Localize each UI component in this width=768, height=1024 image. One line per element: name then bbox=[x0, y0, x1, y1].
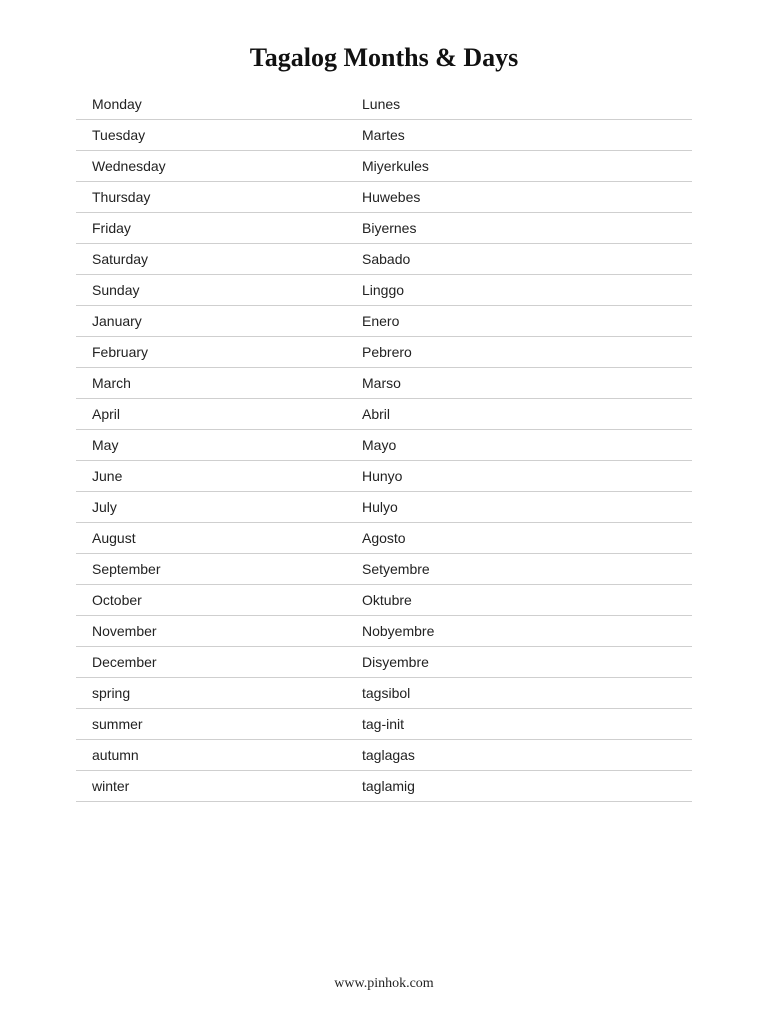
tagalog-word: Lunes bbox=[362, 89, 692, 120]
tagalog-word: Biyernes bbox=[362, 213, 692, 244]
table-row bbox=[76, 678, 692, 709]
tagalog-word: Linggo bbox=[362, 275, 692, 306]
vocabulary-table-body bbox=[76, 89, 692, 802]
english-word: November bbox=[76, 616, 362, 647]
tagalog-word: Hunyo bbox=[362, 461, 692, 492]
table-row bbox=[76, 430, 692, 461]
table-row bbox=[76, 740, 692, 771]
vocabulary-table bbox=[76, 89, 692, 802]
english-word: July bbox=[76, 492, 362, 523]
tagalog-word: Miyerkules bbox=[362, 151, 692, 182]
english-word: Thursday bbox=[76, 182, 362, 213]
english-word: March bbox=[76, 368, 362, 399]
tagalog-word: tagsibol bbox=[362, 678, 692, 709]
tagalog-word: Abril bbox=[362, 399, 692, 430]
tagalog-word: Marso bbox=[362, 368, 692, 399]
table-row bbox=[76, 585, 692, 616]
tagalog-word: Agosto bbox=[362, 523, 692, 554]
english-word: February bbox=[76, 337, 362, 368]
english-word: January bbox=[76, 306, 362, 337]
tagalog-word: Setyembre bbox=[362, 554, 692, 585]
table-row bbox=[76, 368, 692, 399]
english-word: August bbox=[76, 523, 362, 554]
english-word: summer bbox=[76, 709, 362, 740]
footer-url: www.pinhok.com bbox=[334, 976, 434, 991]
english-word: Saturday bbox=[76, 244, 362, 275]
table-row bbox=[76, 399, 692, 430]
tagalog-word: Nobyembre bbox=[362, 616, 692, 647]
english-word: December bbox=[76, 647, 362, 678]
english-word: Wednesday bbox=[76, 151, 362, 182]
tagalog-word: Huwebes bbox=[362, 182, 692, 213]
tagalog-word: taglamig bbox=[362, 771, 692, 802]
table-row bbox=[76, 461, 692, 492]
english-word: Tuesday bbox=[76, 120, 362, 151]
english-word: Monday bbox=[76, 89, 362, 120]
tagalog-word: Sabado bbox=[362, 244, 692, 275]
tagalog-word: Enero bbox=[362, 306, 692, 337]
english-word: winter bbox=[76, 771, 362, 802]
english-word: Sunday bbox=[76, 275, 362, 306]
table-row bbox=[76, 771, 692, 802]
table-row bbox=[76, 337, 692, 368]
english-word: Friday bbox=[76, 213, 362, 244]
tagalog-word: tag-init bbox=[362, 709, 692, 740]
table-row bbox=[76, 492, 692, 523]
table-row bbox=[76, 616, 692, 647]
table-row bbox=[76, 244, 692, 275]
table-row bbox=[76, 89, 692, 120]
english-word: autumn bbox=[76, 740, 362, 771]
table-row bbox=[76, 213, 692, 244]
table-row bbox=[76, 554, 692, 585]
tagalog-word: taglagas bbox=[362, 740, 692, 771]
tagalog-word: Hulyo bbox=[362, 492, 692, 523]
table-row bbox=[76, 647, 692, 678]
table-row bbox=[76, 182, 692, 213]
table-row bbox=[76, 709, 692, 740]
table-row bbox=[76, 151, 692, 182]
table-row bbox=[76, 523, 692, 554]
english-word: May bbox=[76, 430, 362, 461]
page-title: Tagalog Months & Days bbox=[249, 43, 519, 72]
tagalog-word: Pebrero bbox=[362, 337, 692, 368]
table-row bbox=[76, 306, 692, 337]
tagalog-word: Oktubre bbox=[362, 585, 692, 616]
english-word: April bbox=[76, 399, 362, 430]
english-word: October bbox=[76, 585, 362, 616]
tagalog-word: Mayo bbox=[362, 430, 692, 461]
english-word: spring bbox=[76, 678, 362, 709]
tagalog-word: Martes bbox=[362, 120, 692, 151]
tagalog-word: Disyembre bbox=[362, 647, 692, 678]
english-word: June bbox=[76, 461, 362, 492]
table-row bbox=[76, 275, 692, 306]
english-word: September bbox=[76, 554, 362, 585]
table-row bbox=[76, 120, 692, 151]
